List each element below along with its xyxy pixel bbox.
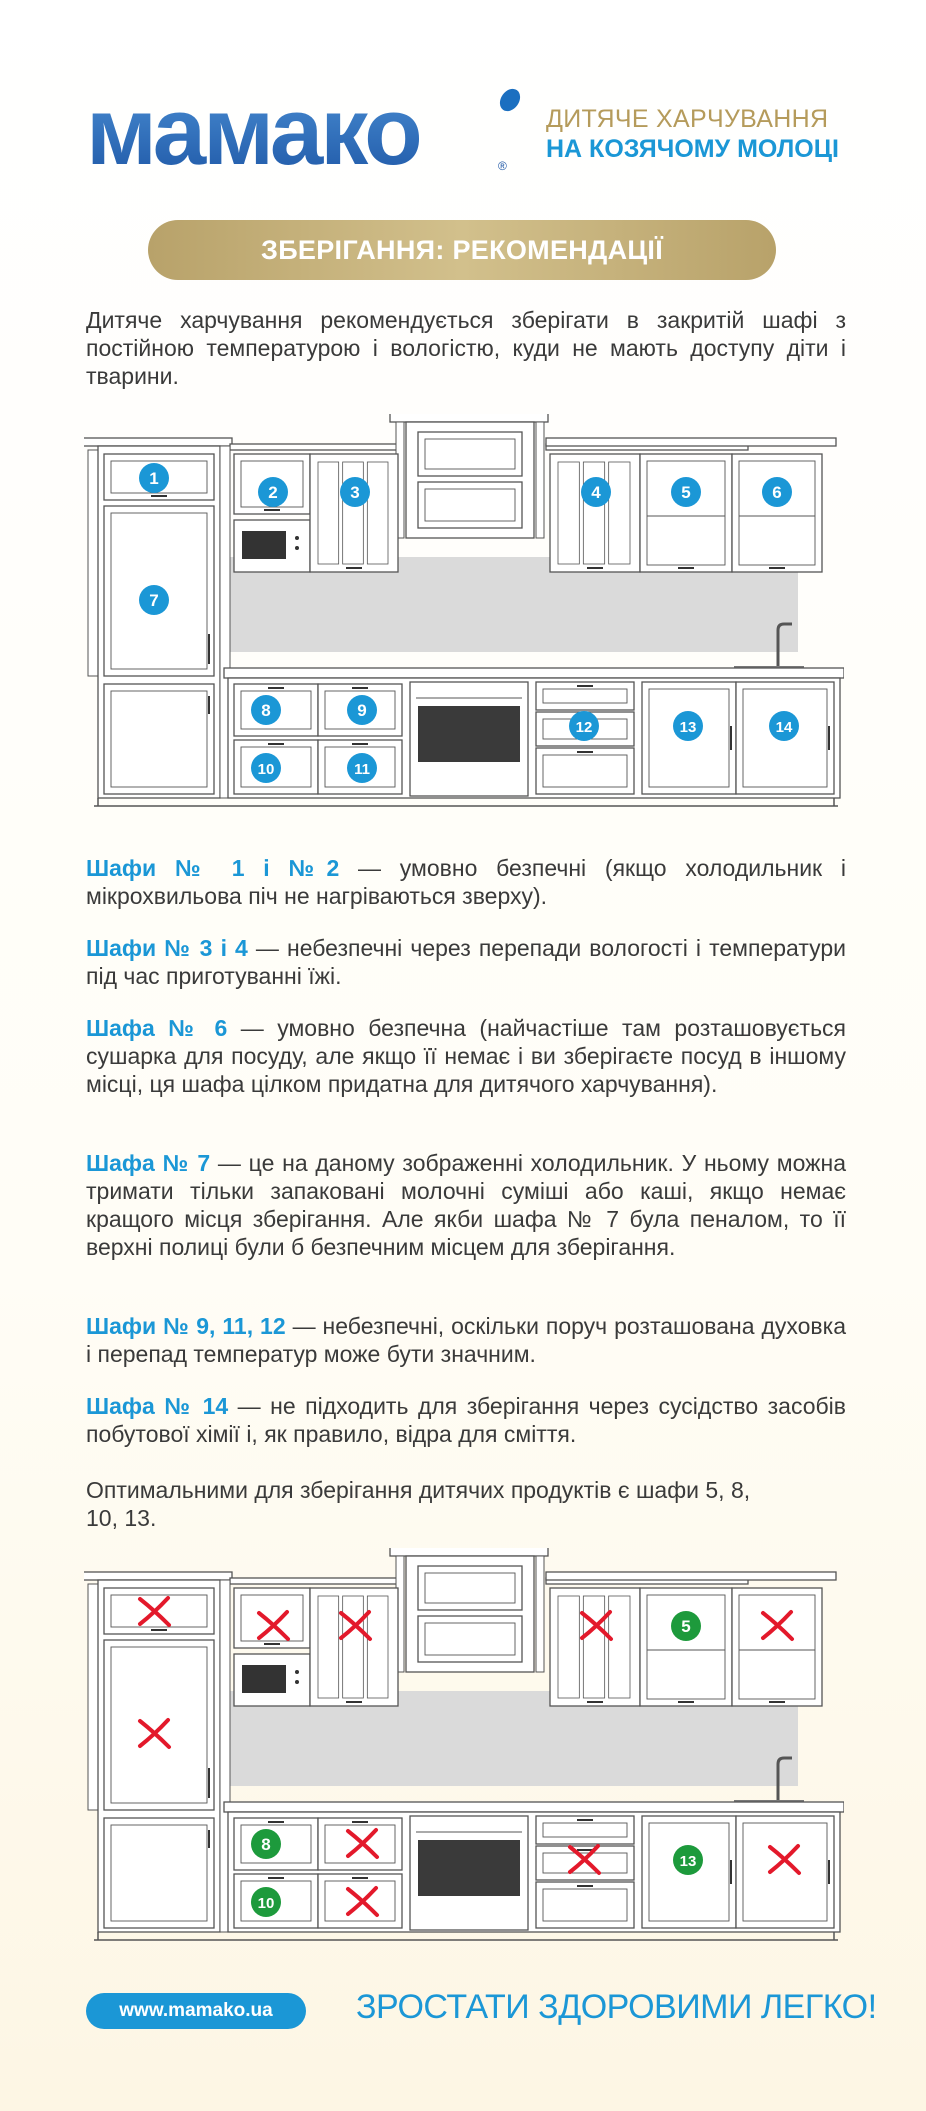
cabinet-6-panel	[739, 1595, 815, 1699]
optimal-text: Оптимальними для зберігання дитячих продуктів є шафи 5, 8, 10, 13.	[86, 1477, 751, 1531]
hood-column	[536, 1556, 544, 1672]
kitchen-diagram-numbered	[84, 414, 844, 816]
microwave-knob	[295, 546, 299, 550]
tagline-line2: НА КОЗЯЧОМУ МОЛОЦІ	[546, 135, 839, 163]
cabinet-number-13-label: 13	[679, 719, 697, 736]
cabinet-5-panel	[647, 1595, 725, 1699]
paragraph-lead: Шафа № 6	[86, 1015, 228, 1041]
paragraph-lead: Шафа № 14	[86, 1393, 229, 1419]
microwave-window	[242, 531, 286, 559]
hood-door-top-panel	[425, 1573, 515, 1603]
paragraph-body: — небезпечні, оскільки поруч розташована духовка і перепад температур може бути значним.	[86, 1313, 846, 1367]
cornice	[546, 438, 836, 446]
tagline-line1: ДИТЯЧЕ ХАРЧУВАННЯ	[546, 105, 829, 133]
intro-text: Дитяче харчування рекомендується зберігати в закритій шафі з постійною температурою і вологістю, куди не мають доступу діти і тварини.	[86, 307, 846, 389]
section-banner: ЗБЕРІГАННЯ: РЕКОМЕНДАЦІЇ	[148, 220, 776, 280]
hood-door-bottom-panel	[425, 489, 515, 521]
hood-door-bottom-panel	[425, 1623, 515, 1655]
oven-window	[418, 706, 520, 762]
cabinet-2-panel	[241, 1595, 303, 1641]
paragraph-lead: Шафи № 9, 11, 12	[86, 1313, 286, 1339]
safe-cabinet-8-label: 8	[261, 1835, 271, 1854]
cabinet-number-14-label: 14	[775, 719, 793, 736]
cabinet-4-pane	[609, 462, 630, 564]
cabinet-number-5-label: 5	[681, 483, 691, 502]
cabinet-number-7-label: 7	[149, 591, 159, 610]
paragraph-body: — умовно безпечні (якщо холодильник і мікрохвильова піч не нагріваються зверху).	[86, 855, 846, 909]
tagline	[546, 104, 839, 164]
cabinet-number-6-label: 6	[772, 483, 782, 502]
cabinet-5-panel	[647, 461, 725, 565]
paragraph-body: — умовно безпечна (найчастіше там розташовується сушарка для посуду, але якщо її немає і ви зберігаєте посуд в іншому місці, ця шафа цілком придатна для дитячого харчування).	[86, 1015, 847, 1097]
cabinet-3-pane	[367, 462, 388, 564]
cabinet-number-1-label: 1	[149, 469, 159, 488]
countertop	[224, 1802, 844, 1812]
cabinet-3-pane	[343, 1596, 364, 1698]
cabinet-6-panel	[739, 461, 815, 565]
drawer-12c-panel	[543, 1889, 627, 1921]
cabinet-number-10-label: 10	[257, 761, 275, 778]
hood-door-top-panel	[425, 439, 515, 469]
hood-cornice	[390, 414, 548, 422]
drawer-12a-panel	[543, 1823, 627, 1837]
kitchen-diagram-recommended	[84, 1548, 844, 1950]
mamako-logo	[86, 82, 526, 182]
cabinet-number-12-label: 12	[575, 719, 593, 736]
paragraph-cabinets-9-11-12	[86, 1312, 846, 1368]
cabinet-number-11-label: 11	[354, 761, 370, 778]
oven-window	[418, 1840, 520, 1896]
cornice	[84, 438, 232, 446]
cabinet-number-9-label: 9	[357, 701, 367, 720]
paragraph-lead: Шафи № 3 і 4	[86, 935, 248, 961]
paragraph-cabinets-1-2	[86, 854, 846, 910]
hood-cornice	[390, 1548, 548, 1556]
microwave-knob	[295, 1680, 299, 1684]
cabinet-4-pane	[583, 1596, 604, 1698]
paragraph-body: — не підходить для зберігання через сусідство засобів побутової хімії і, як правило, відра для сміття.	[86, 1393, 846, 1447]
svg-text:мамако: мамако	[86, 82, 420, 182]
safe-cabinet-10-label: 10	[257, 1895, 275, 1912]
paragraph-cabinet-6	[86, 1014, 846, 1098]
cabinet-14-panel	[743, 1823, 827, 1921]
slogan: ЗРОСТАТИ ЗДОРОВИМИ ЛЕГКО!	[356, 1988, 877, 2026]
cabinet-number-8-label: 8	[261, 701, 271, 720]
paragraph-cabinets-3-4	[86, 934, 846, 990]
microwave-knob	[295, 1670, 299, 1674]
cabinet-3-pane	[318, 1596, 339, 1698]
cornice	[84, 1572, 232, 1580]
microwave-knob	[295, 536, 299, 540]
cabinet-3-pane	[318, 462, 339, 564]
paragraph-body: — небезпечні через перепади вологості і температури під час приготуванні їжі.	[86, 935, 846, 989]
cornice	[230, 1578, 398, 1584]
countertop	[224, 668, 844, 678]
drawer-12c-panel	[543, 755, 627, 787]
cornice	[230, 444, 398, 450]
cabinet-12-panel	[543, 1853, 627, 1873]
safe-cabinet-13-label: 13	[679, 1853, 697, 1870]
fridge-bottom-panel	[111, 691, 207, 787]
cabinet-4-pane	[558, 462, 579, 564]
cabinet-number-3-label: 3	[350, 483, 360, 502]
cabinet-7-panel	[111, 1647, 207, 1803]
svg-text:®: ®	[498, 159, 507, 173]
microwave-window	[242, 1665, 286, 1693]
cornice	[546, 1572, 836, 1580]
pilaster	[88, 1584, 98, 1810]
drawer-12a-panel	[543, 689, 627, 703]
paragraph-cabinet-14	[86, 1392, 846, 1448]
hood-column	[536, 422, 544, 538]
kitchen-svg	[84, 414, 844, 816]
cabinet-number-4-label: 4	[591, 483, 601, 502]
fridge-bottom-panel	[111, 1825, 207, 1921]
paragraph-cabinet-7	[86, 1149, 846, 1261]
website-link[interactable]: www.mamako.ua	[86, 1993, 306, 2029]
paragraph-body: — це на даному зображенні холодильник. У ньому можна тримати тільки запаковані молочні суміші або каші, якщо немає кращого місця зберігання. Але якби шафа № 7 була пеналом, то її верхні полиці були б безпечним місцем для зберігання.	[86, 1150, 847, 1260]
safe-cabinet-5-label: 5	[681, 1617, 691, 1636]
cabinet-number-2-label: 2	[268, 483, 278, 502]
cabinet-1-panel	[111, 1595, 207, 1627]
paragraph-lead: Шафа № 7	[86, 1150, 211, 1176]
cabinet-4-pane	[558, 1596, 579, 1698]
paragraph-lead: Шафи № 1 і №2	[86, 855, 340, 881]
pilaster	[88, 450, 98, 676]
kitchen-svg	[84, 1548, 844, 1950]
